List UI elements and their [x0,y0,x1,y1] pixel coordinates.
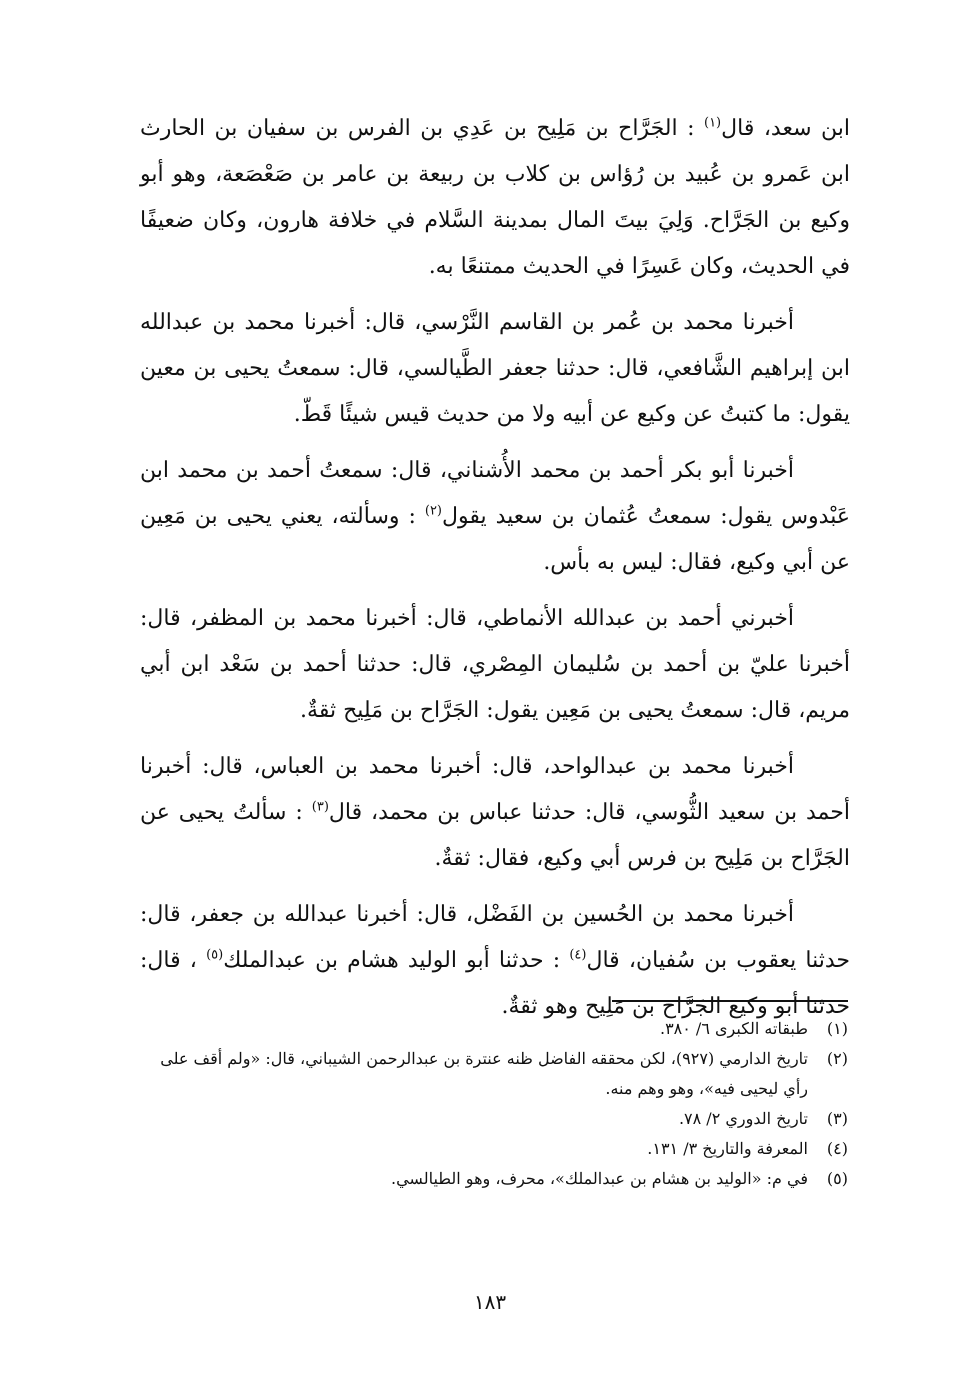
footnote-1 [136,1014,848,1044]
footnote-number: (٢) [826,1049,848,1068]
footnote-text: في م: «الوليد بن هشام بن عبدالملك»، محرف، وهو الطيالسي. [391,1169,808,1188]
page-number: ١٨٣ [473,1290,507,1314]
footnote-ref-4: (٤) [569,947,587,963]
paragraph-6-text-cont: : حدثنا أبو الوليد هشام بن عبدالملك [223,948,570,973]
paragraph-4-text: أخبرني أحمد بن عبدالله الأنماطي، قال: أخبرنا محمد بن المظفر، قال: أخبرنا عليّ بن أحمد بن سُليمان المِصْري، قال: حدثنا أحمد بن سَعْد ابن أبي مريم، قال: سمعتُ يحيى بن مَعِين يقول: الجَرَّاح بن مَلِيح ثقةٌ. [140,606,850,723]
main-text [140,106,850,1040]
paragraph-1-text-cont: : الجَرَّاح بن مَلِيح بن عَدِي بن الفرس بن سفيان بن الحارث ابن عَمرو بن عُبيد بن رُؤاس بن كلاب بن ربيعة بن عامر بن صَعْصَعة، وهو أبو وكيع بن الجَرَّاح. وَلِيَ بيتَ المال بمدينة السَّلام في خلافة هارون، وكان ضعيفًا في الحديث، وكان عَسِرًا في الحديث ممتنعًا به. [140,116,850,279]
footnote-separator [612,1000,848,1002]
footnote-3 [136,1104,848,1134]
footnotes [136,1014,848,1194]
paragraph-5 [140,744,850,882]
paragraph-5-text: أخبرنا محمد بن عبدالواحد، قال: أخبرنا محمد بن العباس، قال: أخبرنا أحمد بن سعيد الثُّوسي، قال: حدثنا عباس بن محمد، قال [140,754,850,825]
paragraph-1-text: ابن سعد، قال [721,116,850,141]
paragraph-6 [140,892,850,1030]
footnote-number: (٤) [826,1139,848,1158]
footnote-text: طبقاته الكبرى ٦/ ٣٨٠. [659,1019,808,1038]
footnote-2 [136,1044,848,1104]
footnote-number: (٥) [826,1169,848,1188]
footnote-number: (٣) [826,1109,848,1128]
footnote-text: المعرفة والتاريخ ٣/ ١٣١. [647,1139,808,1158]
paragraph-4 [140,596,850,734]
footnote-4 [136,1134,848,1164]
paragraph-2-text: أخبرنا محمد بن عُمر بن القاسم النَّرْسي، قال: أخبرنا محمد بن عبدالله ابن إبراهيم الشَّافعي، قال: حدثنا جعفر الطَّيالسي، قال: سمعتُ يحيى بن معين يقول: ما كتبتُ عن وكيع عن أبيه ولا من حديث قيس شيئًا قَطّ. [140,310,850,427]
paragraph-5-text-cont: : سألتُ يحيى عن الجَرَّاح بن مَلِيح بن فرس أبي وكيع، فقال: ثقةٌ. [140,800,850,871]
footnote-text: تاريخ الدارمي (٩٢٧)، لكن محققه الفاضل ظنه عنترة بن عبدالرحمن الشيباني، قال: «ولم أقف على رأي ليحيى فيه»، وهو وهم منه. [160,1049,808,1098]
footnote-number: (١) [826,1019,848,1038]
paragraph-2 [140,300,850,438]
paragraph-3 [140,448,850,586]
paragraph-6-text: أخبرنا محمد بن الحُسين بن الفَضْل، قال: أخبرنا عبدالله بن جعفر، قال: حدثنا يعقوب بن سُفيان، قال [140,902,850,973]
footnote-ref-5: (٥) [206,947,224,963]
footnote-ref-1: (١) [703,115,722,131]
footnote-ref-2: (٢) [424,503,442,519]
paragraph-3-text-cont: : وسألته، يعني يحيى بن مَعِين عن أبي وكيع، فقال: ليس به بأس. [140,504,850,575]
paragraph-6-text-end: ، قال: حدثنا أبو وكيع الجَرَّاح بن مَلِيح وهو ثقةٌ. [140,948,850,1019]
footnote-ref-3: (٣) [311,799,329,815]
paragraph-1 [140,106,850,290]
footnote-5 [136,1164,848,1194]
footnote-text: تاريخ الدوري ٢/ ٧٨. [678,1109,808,1128]
paragraph-3-text: أخبرنا أبو بكر أحمد بن محمد الأُشناني، قال: سمعتُ أحمد بن محمد ابن عَبْدوس يقول: سمعتُ عُثمان بن سعيد يقول [140,458,850,529]
